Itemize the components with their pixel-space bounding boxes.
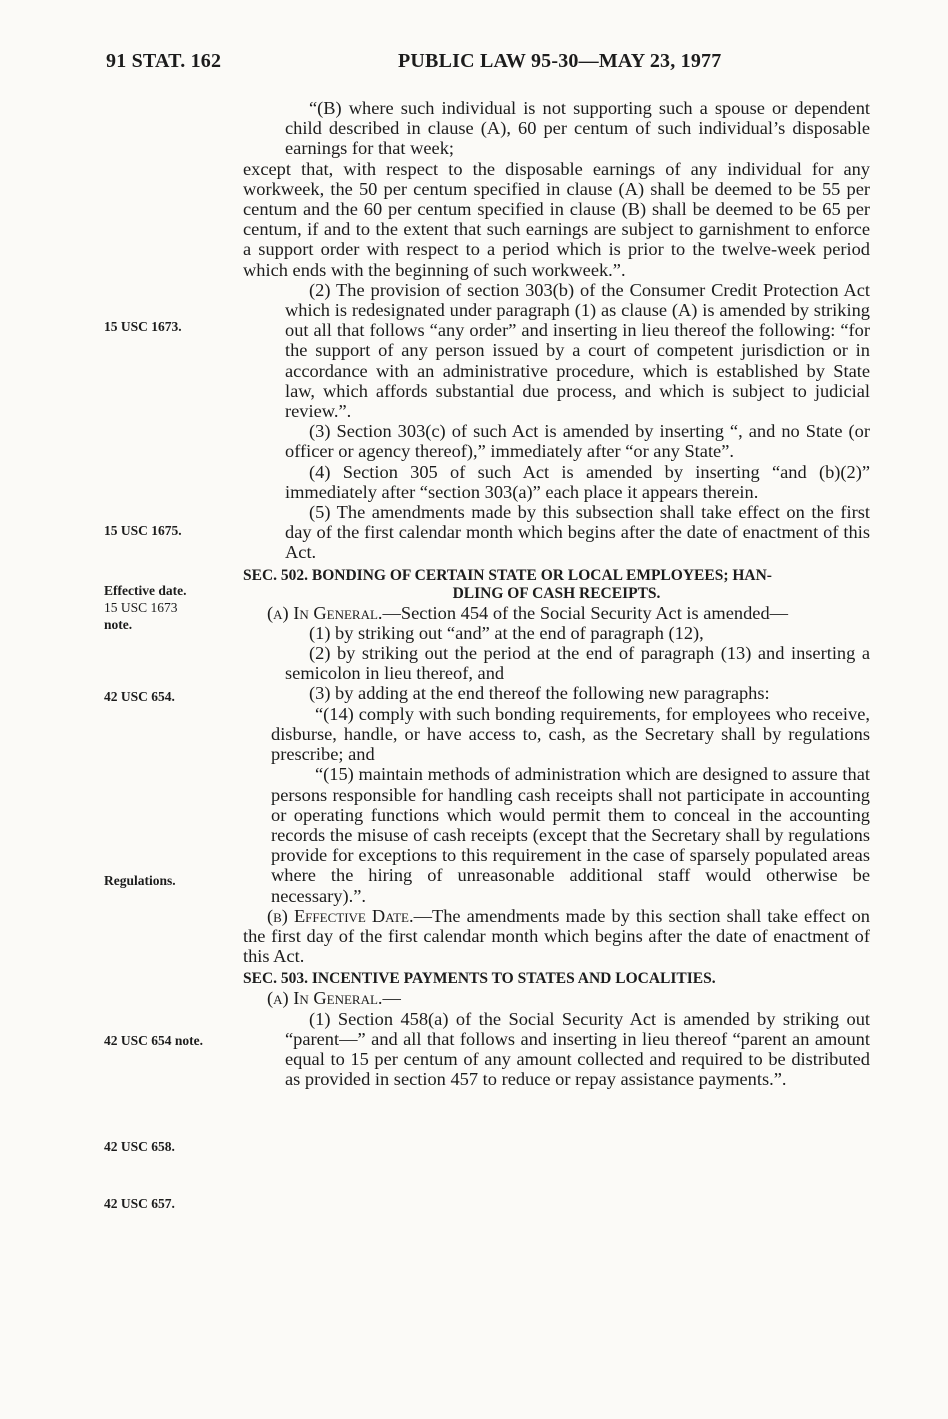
- margin-note: 15 USC 1673.: [104, 319, 182, 334]
- margin-note: 15 USC 1675.: [104, 523, 182, 538]
- body-text: [243, 98, 870, 1089]
- quoted-clause-b: “(B) where such individual is not supporting such a spouse or dependent child described in clause (A), 60 per centum of such individual’s disposable earnings for that week;: [285, 98, 870, 159]
- paragraph-2: (2) The provision of section 303(b) of the Consumer Credit Protection Act which is redesignated under paragraph (1) as clause (A) is amended by striking out all that follows “any order” and inserting in lieu thereof the following: “for the support of any person issued by a court of competent jurisdiction or in accordance with an administrative procedure, which is established by State law, which affords substantial due process, and which is subject to judicial review.”.: [285, 279, 870, 422]
- section-heading: SEC. 503. INCENTIVE PAYMENTS TO STATES AND LOCALITIES.: [243, 970, 716, 988]
- quoted-paragraph-14: “(14) comply with such bonding requirements, for employees who receive, disburse, handle, or have access to, cash, as the Secretary shall by regulations prescribe; and: [271, 703, 870, 765]
- margin-note: 42 USC 654 note.: [104, 1033, 204, 1048]
- margin-note: 42 USC 658.: [104, 1139, 175, 1154]
- running-head: PUBLIC LAW 95-30—MAY 23, 1977: [398, 50, 722, 72]
- quoted-paragraph-15: “(15) maintain methods of administration which are designed to assure that persons responsible for handling cash receipts shall not participate in accounting or operating functions which would permit them to conceal in the accounting records the misuse of cash receipts (except that the Secretary shall by regulations provide for exceptions to this requirement in the case of sparsely populated areas where the hiring of unreasonable additional staff would otherwise be necessary).”.: [271, 764, 870, 906]
- paragraph-3: (3) Section 303(c) of such Act is amended by inserting “, and no State (or officer or agency thereof),” immediately after “or any State”.: [285, 421, 870, 462]
- statute-page-number: 91 STAT. 162: [106, 50, 222, 72]
- margin-note: 42 USC 654.: [104, 689, 175, 704]
- paragraph: except that, with respect to the disposable earnings of any individual for any workweek, the 50 per centum specified in clause (A) shall be deemed to be 55 per centum and the 60 per centum specified in clause (B) shall be deemed to be 65 per centum, if and to the extent that such earnings are subject to garnishment to enforce a support order with respect to a period which is prior to the twelve-week period which ends with the beginning of such workweek.”.: [243, 158, 870, 280]
- section-heading-cont: DLING OF CASH RECEIPTS.: [452, 584, 661, 602]
- subsection-label: (b) Effective Date.: [267, 905, 414, 926]
- paragraph-5: (5) The amendments made by this subsection shall take effect on the first day of the first calendar month which begins after the date of enactment of this Act.: [285, 502, 870, 563]
- margin-note-effective-date: Effective date. 15 USC 1673 note.: [104, 583, 187, 632]
- list-item: (1) by striking out “and” at the end of paragraph (12),: [309, 622, 704, 643]
- margin-note-regulations: Regulations.: [104, 873, 176, 888]
- subsection-label: (a) In General.: [267, 602, 383, 623]
- subsection-a: (a) In General.—Section 454 of the Social Security Act is amended—: [267, 602, 789, 623]
- subsection-b: (b) Effective Date.—The amendments made by this section shall take effect on the first day of the first calendar month which begins after the date of enactment of this Act.: [243, 905, 870, 967]
- margin-note: 42 USC 657.: [104, 1196, 175, 1211]
- list-item: (3) by adding at the end thereof the following new paragraphs:: [309, 683, 770, 704]
- paragraph-1: (1) Section 458(a) of the Social Security Act is amended by striking out “parent—” and all that follows and inserting in lieu thereof “parent an amount equal to 15 per centum of any amount collected and required to be distributed as provided in section 457 to reduce or repay assistance payments.”.: [285, 1008, 870, 1090]
- subsection-label: (a) In General.—: [267, 988, 401, 1009]
- paragraph-4: (4) Section 305 of such Act is amended by inserting “and (b)(2)” immediately after “section 303(a)” each place it appears therein.: [285, 461, 870, 502]
- section-heading: SEC. 502. BONDING OF CERTAIN STATE OR LOCAL EMPLOYEES; HAN-: [243, 566, 772, 584]
- list-item: (2) by striking out the period at the end of paragraph (13) and inserting a semicolon in lieu thereof, and: [285, 643, 870, 684]
